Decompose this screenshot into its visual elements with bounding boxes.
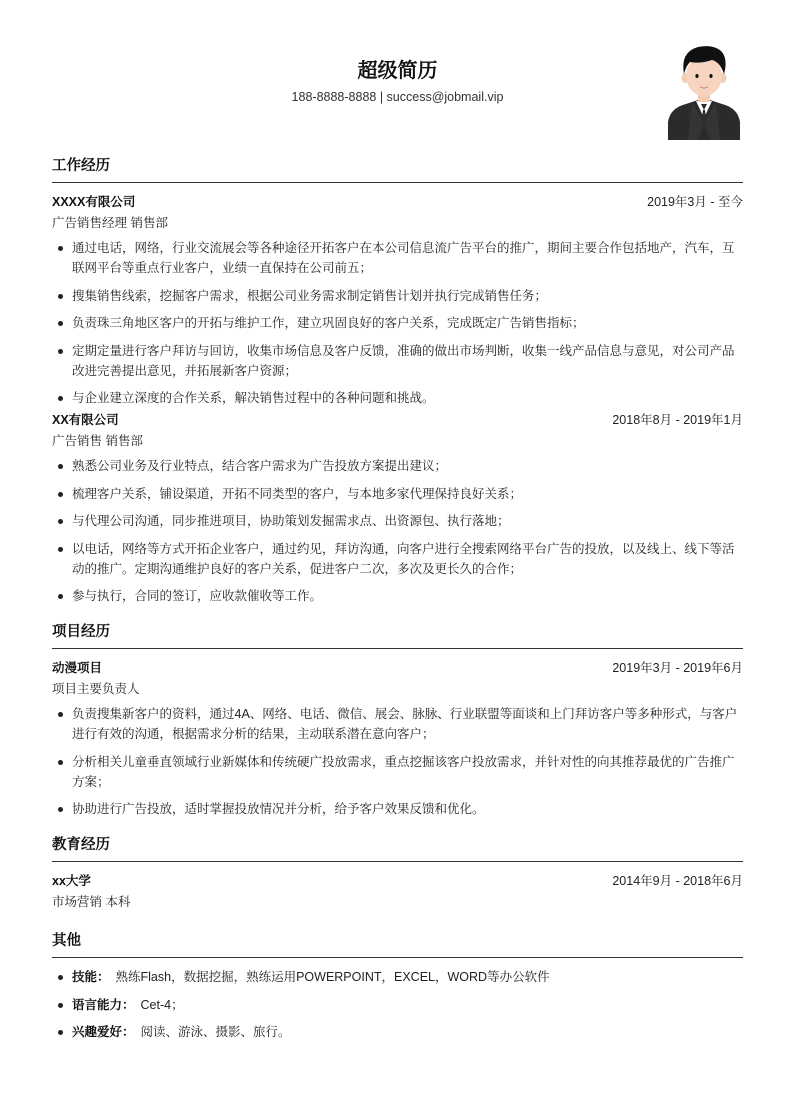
list-item bbox=[52, 1022, 743, 1042]
list-item bbox=[52, 484, 743, 504]
other-section bbox=[52, 929, 743, 1042]
avatar bbox=[668, 44, 740, 140]
bullet-icon bbox=[58, 594, 63, 599]
education-date: 2014年9月 - 2018年6月 bbox=[612, 874, 743, 888]
bullet-text: 分析相关儿童垂直领域行业新媒体和传统硬广投放需求，重点挖掘该客户投放需求，并针对性的向其推荐最优的广告推广方案； bbox=[72, 754, 735, 789]
bullet-text: 定期定量进行客户拜访与回访，收集市场信息及客户反馈，准确的做出市场判断，收集一线产品信息与意见，对公司产品改进完善提出意见，并拓展新客户资源； bbox=[72, 343, 735, 378]
bullet-text: 与企业建立深度的合作关系，解决销售过程中的各种问题和挑战。 bbox=[72, 391, 435, 405]
degree: 市场营销 本科 bbox=[52, 895, 131, 909]
list-item bbox=[52, 799, 743, 819]
bullet-icon bbox=[58, 464, 63, 469]
education-section-title: 教育经历 bbox=[52, 833, 743, 862]
work-section bbox=[52, 154, 743, 606]
bullet-icon bbox=[58, 547, 63, 552]
other-section-title: 其他 bbox=[52, 929, 743, 958]
company-name: XXXX有限公司 bbox=[52, 195, 136, 209]
project-date: 2019年3月 - 2019年6月 bbox=[612, 661, 743, 675]
project-entry-1 bbox=[52, 658, 743, 819]
bullet-text: 负责珠三角地区客户的开拓与维护工作，建立巩固良好的客户关系，完成既定广告销售指标； bbox=[72, 316, 585, 330]
bullet-text: 熟悉公司业务及行业特点，结合客户需求为广告投放方案提出建议； bbox=[72, 459, 448, 473]
company-name: XX有限公司 bbox=[52, 413, 119, 427]
language-label: 语言能力： bbox=[72, 997, 135, 1012]
list-item bbox=[52, 511, 743, 531]
bullet-text: 协助进行广告投放，适时掌握投放情况并分析，给予客户效果反馈和优化。 bbox=[72, 802, 485, 816]
resume-header bbox=[52, 0, 743, 150]
bullet-icon bbox=[58, 975, 63, 980]
bullet-text: 搜集销售线索，挖掘客户需求，根据公司业务需求制定销售计划并执行完成销售任务； bbox=[72, 288, 548, 303]
project-section-title: 项目经历 bbox=[52, 620, 743, 649]
language-text: Cet-4； bbox=[140, 997, 184, 1012]
bullet-icon bbox=[58, 519, 63, 524]
list-item bbox=[52, 286, 743, 306]
skill-text: 熟练Flash，数据挖掘，熟练运用POWERPOINT，EXCEL，WORD等办公软件 bbox=[115, 970, 550, 984]
contact-info: 188-8888-8888 | success@jobmail.vip bbox=[291, 90, 504, 104]
list-item bbox=[52, 995, 743, 1015]
bullet-text: 参与执行，合同的签订，应收款催收等工作。 bbox=[72, 589, 323, 603]
bullet-icon bbox=[58, 760, 63, 765]
bullet-icon bbox=[58, 321, 63, 326]
bullet-icon bbox=[58, 712, 63, 717]
bullet-icon bbox=[58, 807, 63, 812]
list-item bbox=[52, 456, 743, 476]
work-entry-2 bbox=[52, 410, 743, 606]
bullet-icon bbox=[58, 294, 63, 299]
project-name: 动漫项目 bbox=[52, 661, 103, 675]
bullet-text: 梳理客户关系，铺设渠道，开拓不同类型的客户，与本地多家代理保持良好关系； bbox=[72, 486, 523, 501]
skill-label: 技能： bbox=[72, 970, 110, 984]
education-section bbox=[52, 833, 743, 913]
bullet-text: 与代理公司沟通，同步推进项目，协助策划发掘需求点、出资源包、执行落地； bbox=[72, 514, 510, 528]
employment-date: 2019年3月 - 至今 bbox=[647, 195, 743, 209]
hobby-text: 阅读、游泳、摄影、旅行。 bbox=[140, 1025, 291, 1039]
work-entry-1 bbox=[52, 192, 743, 408]
bullet-text: 通过电话，网络，行业交流展会等各种途径开拓客户在本公司信息流广告平台的推广，期间主要合作包括地产，汽车，互联网平台等重点行业客户，业绩一直保持在公司前五； bbox=[72, 241, 735, 275]
work-section-title: 工作经历 bbox=[52, 154, 743, 183]
bullet-icon bbox=[58, 1003, 63, 1008]
bullet-text: 以电话，网络等方式开拓企业客户，通过约见，拜访沟通，向客户进行全搜索网络平台广告的投放，以及线上、线下等活动的推广。定期沟通维护良好的客户关系，促进客户二次，多次及更长久的合作； bbox=[72, 541, 735, 576]
list-item bbox=[52, 313, 743, 333]
bullet-icon bbox=[58, 349, 63, 354]
list-item bbox=[52, 341, 743, 381]
list-item bbox=[52, 752, 743, 792]
education-entry-1 bbox=[52, 871, 743, 913]
list-item bbox=[52, 539, 743, 579]
hobby-label: 兴趣爱好： bbox=[72, 1025, 135, 1039]
bullet-text: 负责搜集新客户的资料，通过4A、网络、电话、微信、展会、脉脉、行业联盟等面谈和上门拜访客户等多种形式，与客户进行有效的沟通，根据需求分析的结果，主动联系潜在意向客户； bbox=[72, 707, 738, 741]
list-item bbox=[52, 586, 743, 606]
bullet-icon bbox=[58, 492, 63, 497]
resume-page bbox=[52, 0, 743, 1050]
project-role: 项目主要负责人 bbox=[52, 682, 140, 696]
job-title: 广告销售 销售部 bbox=[52, 434, 143, 448]
employment-date: 2018年8月 - 2019年1月 bbox=[612, 413, 743, 427]
list-item bbox=[52, 704, 743, 744]
school-name: xx大学 bbox=[52, 874, 91, 888]
list-item bbox=[52, 238, 743, 278]
project-section bbox=[52, 620, 743, 819]
list-item bbox=[52, 967, 743, 987]
job-title: 广告销售经理 销售部 bbox=[52, 216, 168, 230]
bullet-icon bbox=[58, 396, 63, 401]
resume-name: 超级简历 bbox=[357, 60, 438, 82]
list-item bbox=[52, 388, 743, 408]
bullet-icon bbox=[58, 246, 63, 251]
bullet-icon bbox=[58, 1030, 63, 1035]
